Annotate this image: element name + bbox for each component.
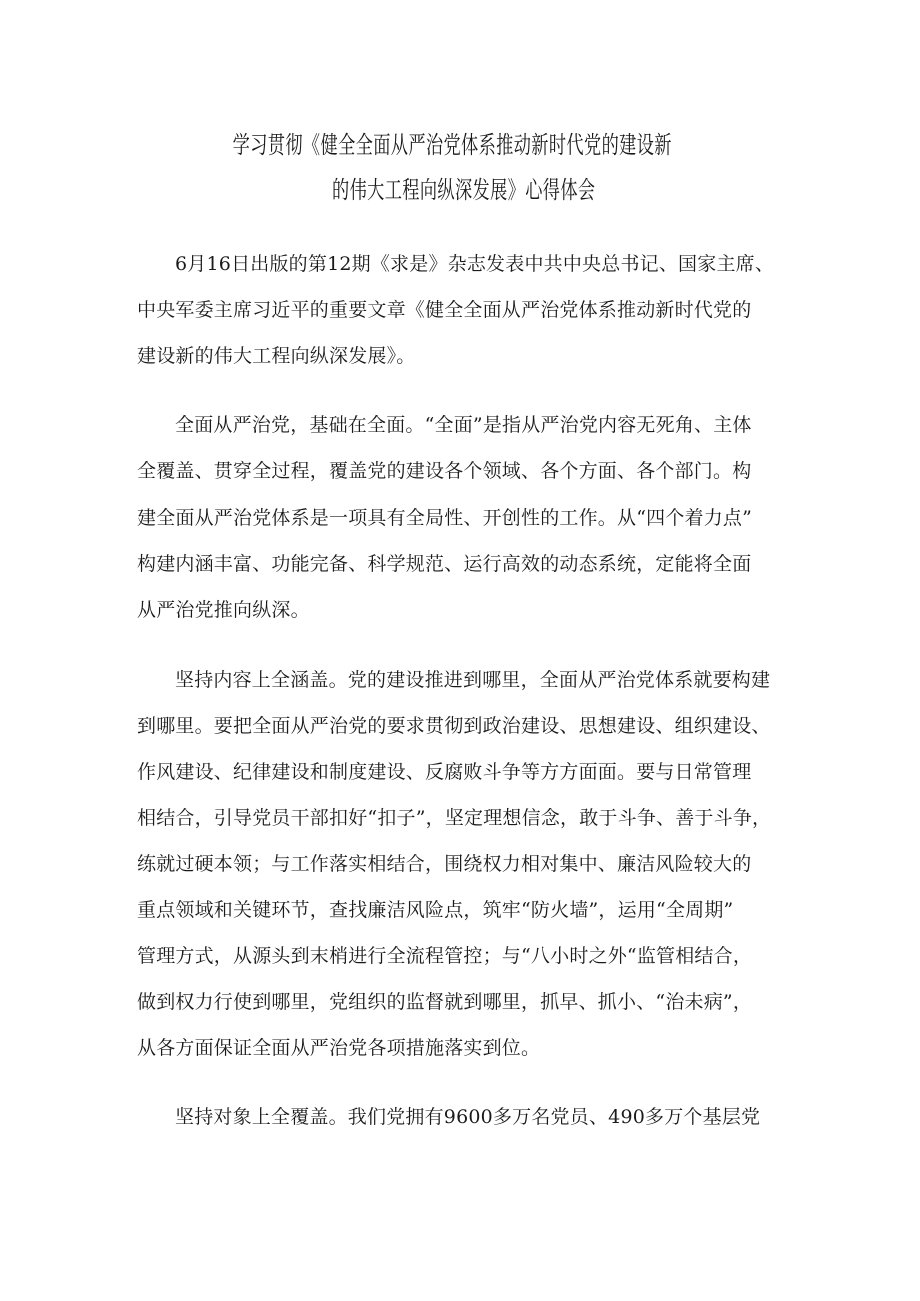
paragraph-3-line-7: 管理方式，从源头到末梢进行全流程管控；与“八小时之外“监管相结合， [137,945,753,967]
paragraph-3-line-1: 坚持内容上全涵盖。党的建设推进到哪里，全面从严治党体系就要构建 [175,669,771,691]
paragraph-3-line-8: 做到权力行使到哪里，党组织的监督就到哪里，抓早、抓小、“治未病”， [137,991,753,1013]
paragraph-2-line-3: 建全面从严治党体系是一项具有全局性、开创性的工作。从“四个着力点” [137,507,753,529]
paragraph-3-line-6: 重点领域和关键环节，查找廉洁风险点，筑牢“防火墙”，运用“全周期” [137,899,734,921]
paragraph-2-line-5: 从严治党推向纵深。 [137,599,310,621]
paragraph-3-line-3: 作风建设、纪律建设和制度建设、反腐败斗争等方方面面。要与日常管理 [137,761,752,783]
document-title-line-1: 学习贯彻《健全全面从严治党体系推动新时代党的建设新 [232,131,672,159]
paragraph-1-line-3: 建设新的伟大工程向纵深发展》。 [137,345,416,367]
paragraph-3-line-9: 从各方面保证全面从严治党各项措施落实到位。 [137,1037,541,1059]
paragraph-2-line-4: 构建内涵丰富、功能完备、科学规范、运行高效的动态系统，定能将全面 [137,553,752,575]
paragraph-3-line-4: 相结合，引导党员干部扣好“扣子”，坚定理想信念，敢于斗争、善于斗争， [137,807,772,829]
paragraph-4-line-1: 坚持对象上全覆盖。我们党拥有9600多万名党员、490多万个基层党 [175,1106,761,1128]
paragraph-1-line-1: 6月16日出版的第12期《求是》杂志发表中共中央总书记、国家主席、 [175,253,775,275]
paragraph-2-line-2: 全覆盖、贯穿全过程，覆盖党的建设各个领域、各个方面、各个部门。构 [137,460,752,482]
paragraph-3-line-2: 到哪里。要把全面从严治党的要求贯彻到政治建设、思想建设、组织建设、 [137,715,771,737]
paragraph-2-line-1: 全面从严治党，基础在全面。“全面”是指从严治党内容无死角、主体 [175,414,752,436]
paragraph-3-line-5: 练就过硬本领；与工作落实相结合，围绕权力相对集中、廉洁风险较大的 [137,853,752,875]
paragraph-1-line-2: 中央军委主席习近平的重要文章《健全全面从严治党体系推动新时代党的 [137,299,752,321]
document-title-line-2: 的伟大工程向纵深发展》心得体会 [332,176,596,204]
